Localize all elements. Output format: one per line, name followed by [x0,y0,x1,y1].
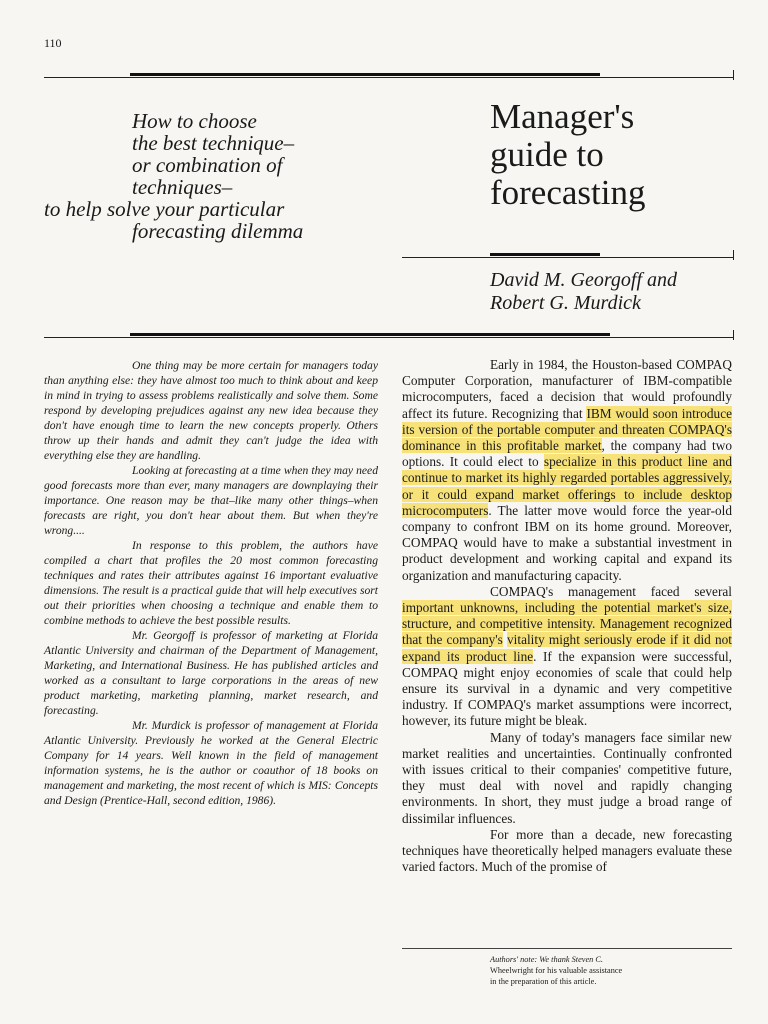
top-rule-bold [130,73,600,76]
highlighted-text: important unknowns, including the potential market's size, structure, and competitive intensity. Management recognized that the company's [402,600,732,648]
columns-rule-end [733,330,734,340]
title-line: guide to [490,135,604,174]
footnote-rule [402,948,732,949]
highlighted-text: vitality might seriously erode if it did not expand its product line [402,632,732,664]
body-paragraph [402,357,732,584]
title-rule [402,257,734,258]
title-rule-end [733,250,734,260]
intro-paragraph: Looking at forecasting at a time when they may need good forecasts more than ever, many managers are downplaying their importance. One reason may be that–like many other things–when forecasts are right, you don't hear about them. But when they're wrong.... [44,464,378,537]
intro-paragraph: In response to this problem, the authors have compiled a chart that profiles the 20 most common forecasting techniques and rates their attributes against 16 important evaluative dimensions. The result is a practical guide that will help executives sort out their priorities when choosing a technique and enable them to combine methods to achieve the best possible results. [44,539,378,627]
subtitle-line: forecasting dilemma [132,219,304,243]
body-paragraph: For more than a decade, new forecasting techniques have theoretically helped managers evaluate these varied factors. Much of the promise of [402,826,732,875]
top-rule-end [733,70,734,80]
article-title [490,98,645,212]
title-line: Manager's [490,97,635,136]
footnote-line: in the preparation of this article. [490,977,597,986]
columns-rule-bold [130,333,610,336]
intro-column [44,358,378,808]
body-text: . The latter move would force the year-old company to confront IBM on its home ground. Moreover, COMPAQ would have to make a substantial investment in product development and working capital and expand its organization and manufacturing capacity. [402,502,732,583]
body-text: , the company had two options. It could elect to [402,438,733,470]
subtitle-line: techniques– [132,175,233,199]
body-column [402,357,732,876]
title-line: forecasting [490,173,646,212]
author-line: Robert G. Murdick [490,292,641,314]
subtitle-line: How to choose [132,109,257,133]
page-number: 110 [44,36,62,50]
footnote-line [490,954,730,965]
subtitle-line: or combination of [132,153,283,177]
body-text: Early in 1984, the Houston-based COMPAQ Computer Corporation, manufacturer of IBM-compatible microcomputers, faced a decision that would profoundly affect its future. Recognizing that [402,357,732,421]
article-subtitle [44,110,364,242]
subtitle-line: the best technique– [132,131,295,155]
intro-paragraph: One thing may be more certain for managers today than anything else: they have almost too much to think about and keep in mind in trying to assess problems realistically and solve them. Some respond by developing prejudices against any new idea because they don't have enough time to learn the new concepts properly. Others throw up their hands and admit they can't judge the idea with everything else they are handling. [44,359,378,462]
article-authors [490,269,677,315]
body-text: COMPAQ's management faced several [490,583,732,599]
intro-paragraph: Mr. Georgoff is professor of marketing at Florida Atlantic University and chairman of the Department of Management, Marketing, and International Business. He has published articles and worked as a consultant to large corporations in the areas of new product marketing, marketing planning, market research, and forecasting. [44,629,378,717]
footnote [490,954,730,987]
body-text: . If the expansion were successful, COMPAQ might enjoy economies of scale that could help ensure its survival in a dynamic and very competitive industry. If COMPAQ's market assumptions were incorrect, however, its future might be bleak. [402,648,732,729]
body-paragraph: Many of today's managers face similar new market realities and uncertainties. Continually confronted with issues critical to their companies' competitive future, they must deal with novel and rapidly changing environments. In short, they must judge a broad range of dissimilar influences. [402,729,732,826]
highlighted-text: specialize in this product line and continue to market its highly regarded portables aggressively, or it could expand market offerings to include desktop microcomputers [402,454,732,518]
highlighted-text: IBM would soon introduce its version of the portable computer and threaten COMPAQ's dominance in this profitable market [402,405,732,454]
body-paragraph [402,584,732,730]
title-rule-bold [490,253,600,256]
author-line: David M. Georgoff and [490,269,678,291]
intro-paragraph: Mr. Murdick is professor of management at Florida Atlantic University. Previously he worked at the General Electric Company for 14 years. Well known in the field of management information systems, he is the author or coauthor of 18 books on management and marketing, the most recent of which is MIS: Concepts and Design (Prentice-Hall, second edition, 1986). [44,719,378,807]
subtitle-line: to help solve your particular [44,197,285,221]
top-rule [44,77,734,78]
footnote-line: Wheelwright for his valuable assistance [490,966,623,975]
footnote-line-text: Authors' note: We thank Steven C. [490,955,603,964]
columns-rule [44,337,734,338]
